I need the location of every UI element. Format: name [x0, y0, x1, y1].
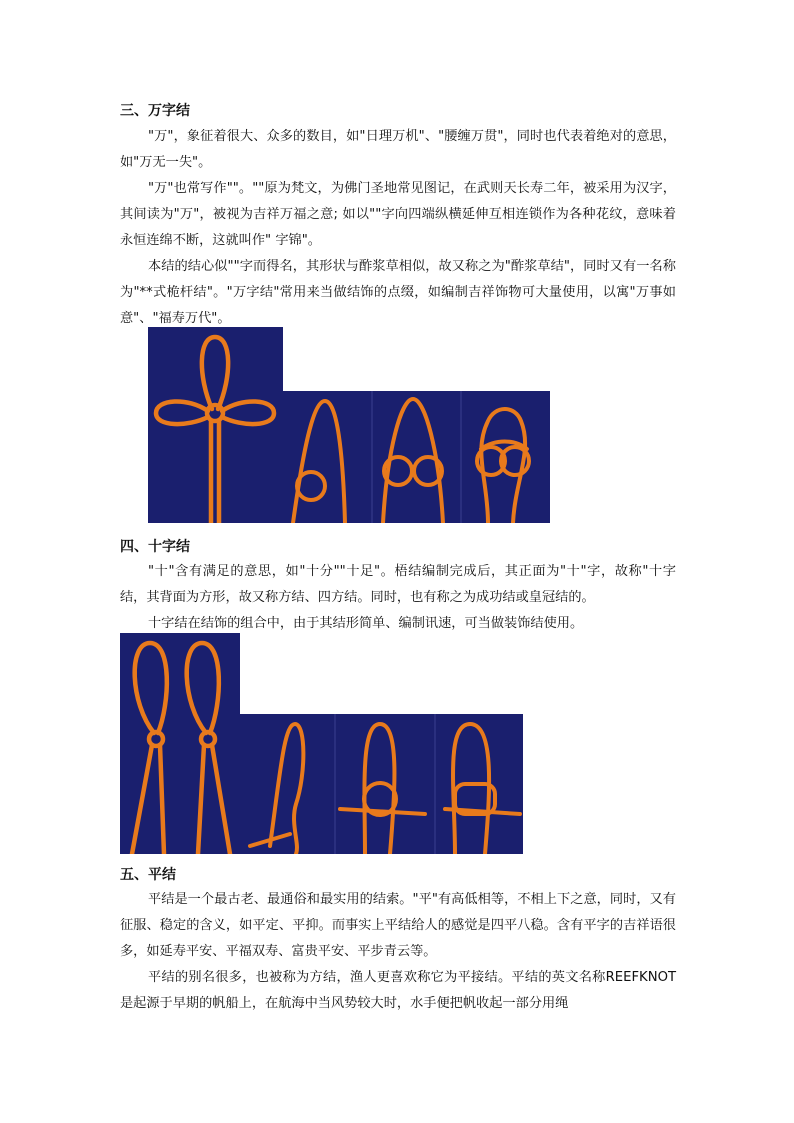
knot-step-photos — [283, 391, 550, 523]
paragraph: "万"，象征着很大、众多的数目，如"日理万机"、"腰缠万贯"，同时也代表着绝对的意思，如"万无一失"。 — [120, 129, 676, 170]
knot-photo-finished — [120, 633, 240, 854]
section-heading-shizi: 四、十字结 — [120, 539, 190, 555]
paragraph: 十字结在结饰的组合中，由于其结形简单、编制讯速，可当做装饰结使用。 — [148, 616, 584, 631]
paragraph: "十"含有满足的意思，如"十分""十足"。梧结编制完成后，其正面为"十"字，故称"十字结，其背面为方形，故又称方结、四方结。同时，也有称之为成功结或皇冠结的。 — [120, 564, 676, 605]
knot-step-photos — [240, 714, 523, 854]
knot-photo-finished — [148, 327, 283, 523]
paragraph: 平结是一个最古老、最通俗和最实用的结索。"平"有高低相等，不相上下之意，同时，又有征服、稳定的含义，如平定、平抑。而事实上平结给人的感觉是四平八稳。含有平字的吉祥语很多，如延寿平安、平福双寿、富贵平安、平步青云等。 — [120, 892, 676, 959]
paragraph: "万"也常写作""。""原为梵文，为佛门圣地常见图记，在武则天长寿二年，被采用为汉字，其间读为"万"，被视为吉祥万福之意; 如以""字向四端纵横延伸互相连锁作为各种花纹，意味着永恒连绵不断，这就叫作" 字锦"。 — [120, 181, 676, 248]
section-heading-wanzi: 三、万字结 — [120, 103, 190, 119]
paragraph: 本结的结心似""字而得名，其形状与酢浆草相似，故又称之为"酢浆草结"，同时又有一名称为"**式桅杆结"。"万字结"常用来当做结饰的点缀，如编制吉祥饰物可大量使用，以寓"万事如意"、"福寿万代"。 — [120, 259, 676, 326]
section-heading-pingjie: 五、平结 — [120, 867, 176, 883]
paragraph: 平结的别名很多，也被称为方结，渔人更喜欢称它为平接结。平结的英文名称REEFKNOT 是起源于早期的帆船上，在航海中当风势较大时，水手便把帆收起一部分用绳 — [120, 970, 676, 1011]
